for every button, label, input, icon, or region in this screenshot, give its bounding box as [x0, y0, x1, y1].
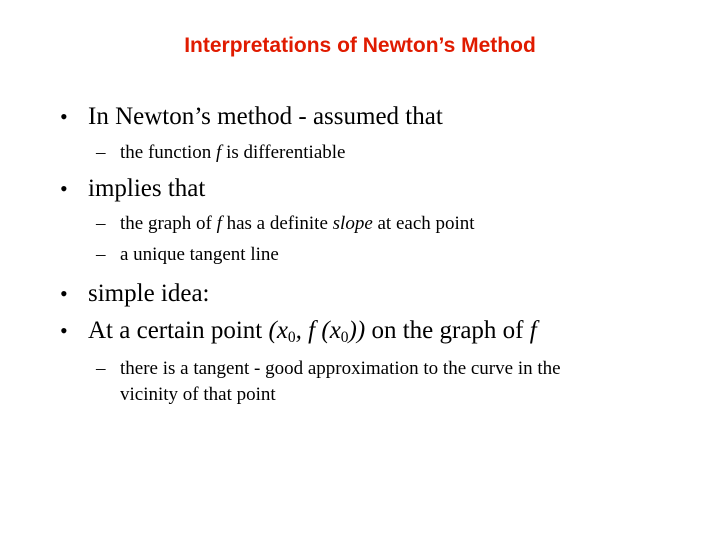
sub-bullet-mark: – — [96, 358, 106, 379]
closing-parens: )) — [348, 317, 366, 344]
subscript-0: 0 — [287, 328, 296, 346]
fx-open: (x — [315, 317, 341, 344]
bullet-simple-idea: simple idea: — [88, 280, 210, 307]
text-fragment: at each point — [372, 213, 475, 234]
slide-title: Interpretations of Newton’s Method — [184, 34, 536, 57]
bullet-implies-that: implies that — [88, 175, 206, 202]
bullet-mark: • — [60, 176, 68, 201]
point-x0-open: (x — [268, 317, 288, 344]
text-fragment: At a certain point — [88, 317, 269, 344]
sub-bullet-function-differentiable — [120, 142, 345, 164]
text-fragment: on the graph of — [365, 317, 530, 344]
bullet-mark: • — [60, 104, 68, 129]
italic-f: f — [216, 142, 222, 163]
sub-bullet-unique-tangent: a unique tangent line — [120, 244, 279, 265]
subscript-0: 0 — [340, 328, 349, 346]
sub-bullet-graph-slope — [120, 213, 475, 235]
italic-f: f — [529, 317, 537, 344]
italic-f: f — [216, 213, 222, 234]
bullet-certain-point — [88, 317, 537, 347]
bullet-mark: • — [60, 318, 68, 343]
sub-bullet-tangent-approx-line2: vicinity of that point — [120, 384, 276, 405]
italic-f: f — [308, 317, 316, 344]
text-fragment: , — [295, 317, 309, 344]
text-fragment: is differentiable — [221, 142, 346, 163]
italic-slope: slope — [332, 213, 373, 234]
text-fragment: has a definite — [221, 213, 333, 234]
bullet-mark: • — [60, 281, 68, 306]
sub-bullet-mark: – — [96, 142, 106, 163]
text-fragment: the function — [120, 142, 217, 163]
sub-bullet-mark: – — [96, 213, 106, 234]
bullet-in-newtons-method: In Newton’s method - assumed that — [88, 103, 443, 130]
text-fragment: the graph of — [120, 213, 217, 234]
sub-bullet-tangent-approx-line1: there is a tangent - good approximation to the curve in the — [120, 358, 561, 379]
sub-bullet-mark: – — [96, 244, 106, 265]
